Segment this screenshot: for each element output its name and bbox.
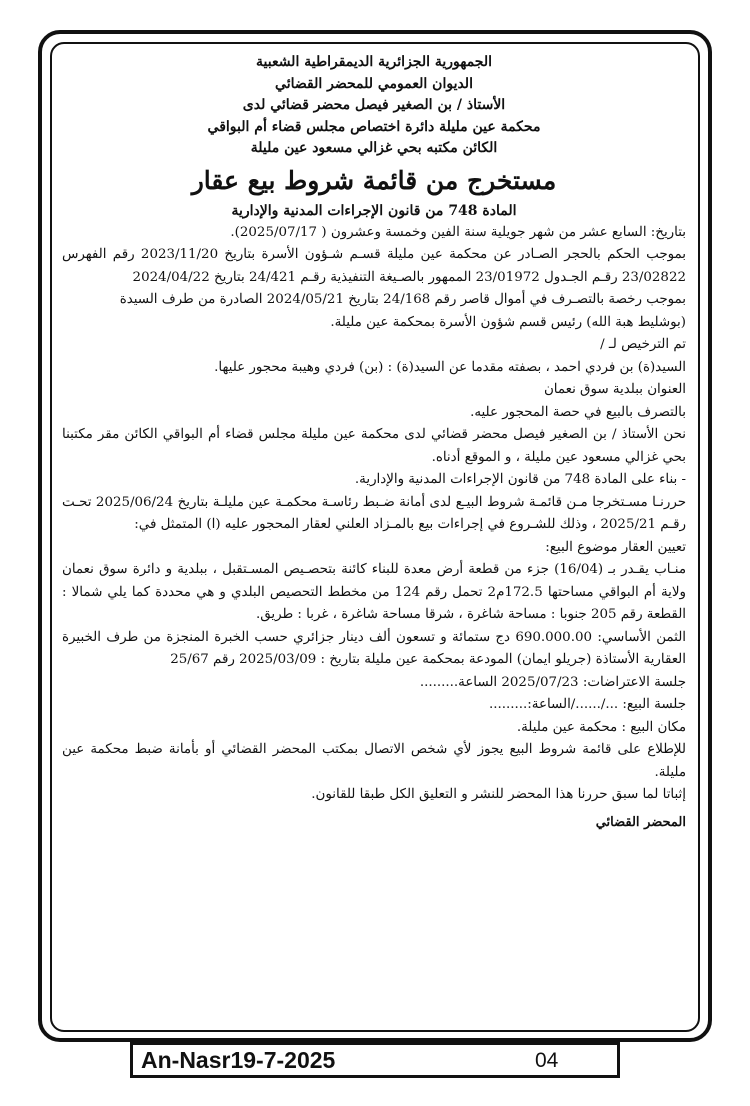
body-paragraph: العنوان ببلدية سوق نعمان	[543, 382, 686, 397]
header-line-address: الكائن مكتبه بحي غزالي مسعود عين مليلة	[250, 140, 498, 156]
body-paragraph: للإطلاع على قائمة شروط البيع يجوز لأي شخص الاتصال بمكتب المحضر القضائي أو بأمانة ضبط محكمة عين مليلة.	[62, 742, 686, 780]
footer-box	[130, 1042, 620, 1078]
header-line-court: محكمة عين مليلة دائرة اختصاص مجلس قضاء أم البواقي	[207, 118, 541, 135]
body-paragraph: السيد(ة) بن فردي احمد ، بصفته مقدما عن السيد(ة) : (بن) فردي وهيبة محجور عليها.	[214, 359, 686, 375]
body-paragraph: بتاريخ: السابع عشر من شهر جويلية سنة الفين وخمسة وعشرون ( 2025/07/17).	[230, 224, 686, 240]
document-subtitle: المادة 748 من قانون الإجراءات المدنية والإدارية	[231, 202, 517, 219]
body-paragraph: - بناء على المادة 748 من قانون الإجراءات المدنية والإدارية.	[354, 472, 686, 487]
header-line-bailiff: الأستاذ / بن الصغير فيصل محضر قضائي لدى	[242, 97, 506, 113]
body-paragraph: تم الترخيص لـ /	[600, 337, 686, 352]
body-paragraph: إثباتا لما سبق حررنا هذا المحضر للنشر و التعليق الكل طبقا للقانون.	[311, 787, 686, 802]
newspaper-date: An-Nasr19-7-2025	[141, 1047, 336, 1073]
body-paragraph: حررنـا مسـتخرجا مـن قائمـة شروط البيـع لدى أمانة ضـبط رئاسـة محكمـة عين مليلـة بتاريخ 2025/06/24 تحـت رقـم 2025/21 ، وذلك للشـروع في إجراءات بيع بالمـزاد العلني لعقار المحجور عليه (ا) المتمثل في:	[62, 494, 686, 532]
header-block	[62, 52, 686, 160]
announcement	[62, 52, 686, 1030]
page-number: 04	[535, 1049, 559, 1072]
body-paragraph: نحن الأستاذ / بن الصغير فيصل محضر قضائي لدى محكمة عين مليلة مجلس قضاء أم البواقي الكائن مقر مكتبنا بحي غزالي مسعود عين مليلة ، و الموقع أدناه.	[62, 427, 686, 465]
body-paragraph: جلسة الاعتراضات: 2025/07/23 الساعة.........	[419, 674, 686, 690]
body-paragraph: تعيين العقار موضوع البيع:	[545, 539, 686, 555]
body-paragraph: مكان البيع : محكمة عين مليلة.	[516, 719, 686, 735]
body-paragraph: بموجب الحكم بالحجر الصـادر عن محكمة عين مليلة قسـم شـؤون الأسرة بتاريخ 2023/11/20 رقم الفهرس 23/02822 رقـم الجـدول 23/01972 الممهور بالصـيغة التنفيذية رقـم 24/421 بتاريخ 2024/04/22	[62, 247, 686, 285]
body-paragraph: بموجب رخصة بالتصـرف في أموال قاصر رقم 24/168 بتاريخ 2024/05/21 الصادرة من طرف السيدة	[119, 292, 686, 307]
body-paragraph: بالتصرف بالبيع في حصة المحجور عليه.	[470, 404, 686, 420]
signature: المحضر القضائي	[595, 814, 686, 830]
header-line-office: الديوان العمومي للمحضر القضائي	[275, 75, 473, 92]
body-paragraph: الثمن الأساسي: 690.000.00 دج ستمائة و تسعون ألف دينار جزائري حسب الخبرة المنجزة من طرف الخبيرة العقارية الأستاذة (جريلو ايمان) المودعة بمحكمة عين مليلة بتاريخ : 2025/03/09 رقم 25/67	[62, 629, 686, 667]
body-paragraph: منـاب يقـدر بـ (16/04) جزء من قطعة أرض معدة للبناء كائنة بتحصـيص المسـتقبل ، ببلدية و دائرة سوق نعمان ولاية أم البواقي مساحتها 172.5م2 تحمل رقم 124 من مخطط التحصيص البلدي و هي محددة كما يلي شمالا : القطعة رقم 205 جنوبا : مساحة شاغرة ، شرقا مساحة شاغرة ، غربا : طريق.	[62, 562, 686, 622]
header-line-republic: الجمهورية الجزائرية الديمقراطية الشعبية	[255, 54, 492, 70]
body-paragraph: (بوشليط هبة الله) رئيس قسم شؤون الأسرة بمحكمة عين مليلة.	[330, 314, 686, 330]
document-body	[62, 222, 686, 807]
document-title: مستخرج من قائمة شروط بيع عقار	[191, 165, 557, 195]
body-paragraph: جلسة البيع: .../....../الساعة:.........	[488, 697, 686, 712]
